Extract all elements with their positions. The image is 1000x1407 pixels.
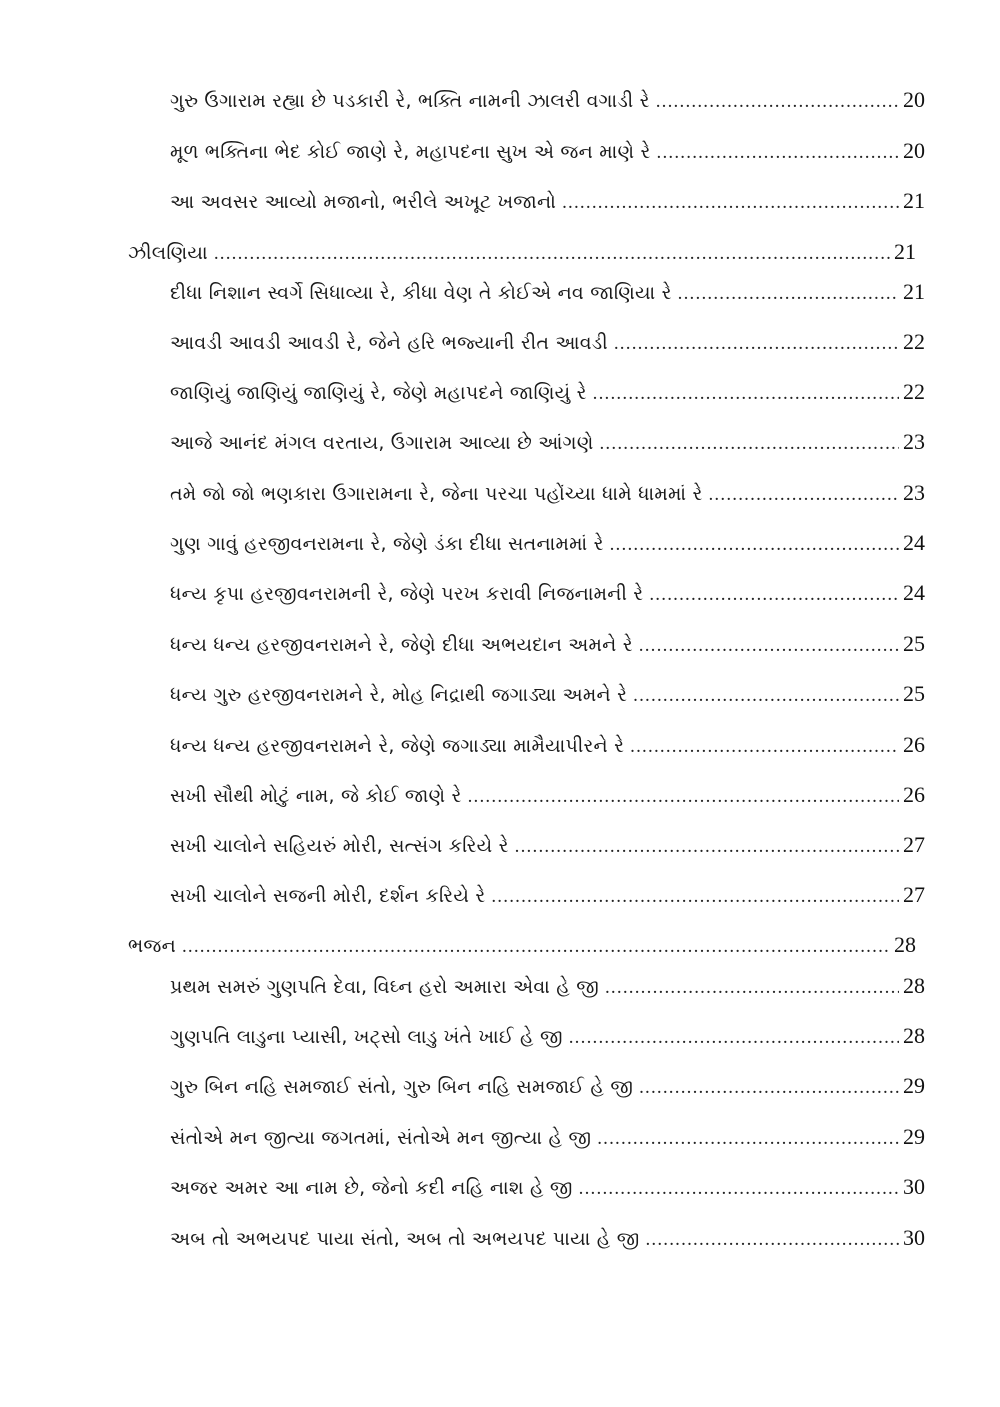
toc-entry-title: ગુણ ગાવું હરજીવનરામના રે, જેણે ડંકા દીધા સતનામમાં રે <box>170 533 604 555</box>
toc-entry-page: 28 <box>903 973 925 998</box>
toc-entry-page: 20 <box>903 138 925 163</box>
toc-entry-page: 23 <box>903 429 925 454</box>
toc-entry[interactable] <box>170 529 925 559</box>
toc-leader-dots <box>639 1074 899 1102</box>
toc-entry-title: ગુરુ ઉગારામ રહ્યા છે પડકારી રે, ભક્તિ નામની ઝાલરી વગાડી રે <box>170 90 650 112</box>
toc-entry[interactable] <box>170 479 925 509</box>
toc-entry[interactable] <box>170 881 925 911</box>
toc-entry-page: 29 <box>903 1124 925 1149</box>
toc-entry[interactable] <box>170 1224 925 1254</box>
toc-entry-page: 30 <box>903 1225 925 1250</box>
toc-entry-title: ધન્ય ધન્ય હરજીવનરામને રે, જેણે દીધા અભયદાન અમને રે <box>170 634 633 656</box>
toc-entry-title: જાણિયું જાણિયું જાણિયું રે, જેણે મહાપદને જાણિયું રે <box>170 382 587 404</box>
toc-entry-title: આ અવસર આવ્યો મજાનો, ભરીલે અખૂટ ખજાનો <box>170 191 557 213</box>
toc-leader-dots <box>597 1125 899 1153</box>
toc-leader-dots <box>639 632 899 660</box>
toc-entry-page: 28 <box>903 1023 925 1048</box>
toc-section-page: 28 <box>894 932 916 957</box>
toc-entry[interactable] <box>170 328 925 358</box>
toc-entry[interactable] <box>170 1072 925 1102</box>
toc-leader-dots <box>630 733 899 761</box>
toc-leader-dots <box>657 139 900 167</box>
toc-entry-title: ધન્ય કૃપા હરજીવનરામની રે, જેણે પરખ કરાવી નિજનામની રે <box>170 583 644 605</box>
toc-leader-dots <box>610 531 899 559</box>
toc-entry-page: 26 <box>903 782 925 807</box>
toc-section-heading[interactable] <box>128 238 916 268</box>
toc-entry[interactable] <box>170 86 925 116</box>
toc-entry[interactable] <box>170 781 925 811</box>
toc-section-heading[interactable] <box>128 931 916 961</box>
toc-leader-dots <box>656 88 899 116</box>
toc-entry-title: ધન્ય ધન્ય હરજીવનરામને રે, જેણે જગાડ્યા મામૈયાપીરને રે <box>170 735 625 757</box>
toc-entry[interactable] <box>170 137 925 167</box>
toc-entry-page: 24 <box>903 530 925 555</box>
toc-entry[interactable] <box>170 579 925 609</box>
toc-leader-dots <box>599 430 899 458</box>
toc-entry-title: દીધા નિશાન સ્વર્ગે સિધાવ્યા રે, કીધા વેણ તે કોઈએ નવ જાણિયા રે <box>170 282 672 304</box>
toc-leader-dots <box>562 189 899 217</box>
toc-entry-page: 23 <box>903 480 925 505</box>
toc-entry-page: 22 <box>903 379 925 404</box>
toc-entry-page: 20 <box>903 87 925 112</box>
toc-entry-page: 25 <box>903 631 925 656</box>
toc-leader-dots <box>491 883 899 911</box>
toc-entry-page: 30 <box>903 1174 925 1199</box>
toc-leader-dots <box>708 481 899 509</box>
toc-entry-page: 27 <box>903 882 925 907</box>
toc-section-page: 21 <box>894 239 916 264</box>
toc-leader-dots <box>468 783 899 811</box>
toc-entry[interactable] <box>170 831 925 861</box>
toc-entry-title: સખી સૌથી મોટું નામ, જે કોઈ જાણે રે <box>170 785 462 807</box>
toc-entry-page: 27 <box>903 832 925 857</box>
toc-entry[interactable] <box>170 1123 925 1153</box>
toc-section-title: ભજન <box>128 935 176 957</box>
toc-leader-dots <box>614 330 899 358</box>
toc-entry[interactable] <box>170 428 925 458</box>
toc-entry-page: 22 <box>903 329 925 354</box>
toc-entry-title: પ્રથમ સમરું ગુણપતિ દેવા, વિઘ્ન હરો અમારા એવા હે જી <box>170 976 599 998</box>
toc-entry-page: 21 <box>903 279 925 304</box>
toc-leader-dots <box>515 833 899 861</box>
toc-entry-title: તમે જો જો ભણકારા ઉગારામના રે, જેના પરચા પહોંચ્યા ધામે ધામમાં રે <box>170 483 703 505</box>
toc-leader-dots <box>569 1024 899 1052</box>
toc-entry-title: સંતોએ મન જીત્યા જગતમાં, સંતોએ મન જીત્યા હે જી <box>170 1127 592 1149</box>
toc-entry-page: 29 <box>903 1073 925 1098</box>
toc-entry-title: ગુણપતિ લાડુના પ્યાસી, ખટ્સો લાડુ ખંતે ખાઈ હે જી <box>170 1026 563 1048</box>
toc-leader-dots <box>633 682 899 710</box>
toc-entry[interactable] <box>170 1022 925 1052</box>
toc-entry-title: સખી ચાલોને સહિયરું મોરી, સત્સંગ કરિયે રે <box>170 835 509 857</box>
toc-section-title: ઝીલણિયા <box>128 242 208 264</box>
toc-leader-dots <box>645 1226 899 1254</box>
toc-entry[interactable] <box>170 278 925 308</box>
toc-entry-page: 21 <box>903 188 925 213</box>
toc-entry[interactable] <box>170 630 925 660</box>
toc-entry[interactable] <box>170 187 925 217</box>
toc-leader-dots <box>649 581 899 609</box>
toc-entry-title: સખી ચાલોને સજની મોરી, દર્શન કરિયે રે <box>170 885 486 907</box>
toc-entry-title: આવડી આવડી આવડી રે, જેને હરિ ભજ્યાની રીત આવડી <box>170 332 608 354</box>
toc-entry[interactable] <box>170 731 925 761</box>
toc-entry-title: આજે આનંદ મંગલ વરતાય, ઉગારામ આવ્યા છે આંગણે <box>170 432 594 454</box>
toc-leader-dots <box>579 1175 899 1203</box>
toc-entry-title: ધન્ય ગુરુ હરજીવનરામને રે, મોહ નિદ્રાથી જગાડ્યા અમને રે <box>170 684 628 706</box>
toc-entry[interactable] <box>170 680 925 710</box>
toc-entry-title: અબ તો અભયપદ પાયા સંતો, અબ તો અભયપદ પાયા હે જી <box>170 1228 640 1250</box>
toc-entry[interactable] <box>170 972 925 1002</box>
toc-entry-page: 25 <box>903 681 925 706</box>
toc-leader-dots <box>214 240 890 268</box>
toc-leader-dots <box>678 280 899 308</box>
toc-entry-page: 26 <box>903 732 925 757</box>
toc-entry[interactable] <box>170 378 925 408</box>
toc-entry-title: મૂળ ભક્તિના ભેદ કોઈ જાણે રે, મહાપદના સુખ એ જન માણે રે <box>170 141 651 163</box>
toc-leader-dots <box>593 380 899 408</box>
toc-leader-dots <box>182 933 890 961</box>
toc-entry[interactable] <box>170 1173 925 1203</box>
toc-entry-page: 24 <box>903 580 925 605</box>
toc-leader-dots <box>605 974 899 1002</box>
toc-entry-title: અજર અમર આ નામ છે, જેનો કદી નહિ નાશ હે જી <box>170 1177 573 1199</box>
toc-entry-title: ગુરુ બિન નહિ સમજાઈ સંતો, ગુરુ બિન નહિ સમજાઈ હે જી <box>170 1076 634 1098</box>
